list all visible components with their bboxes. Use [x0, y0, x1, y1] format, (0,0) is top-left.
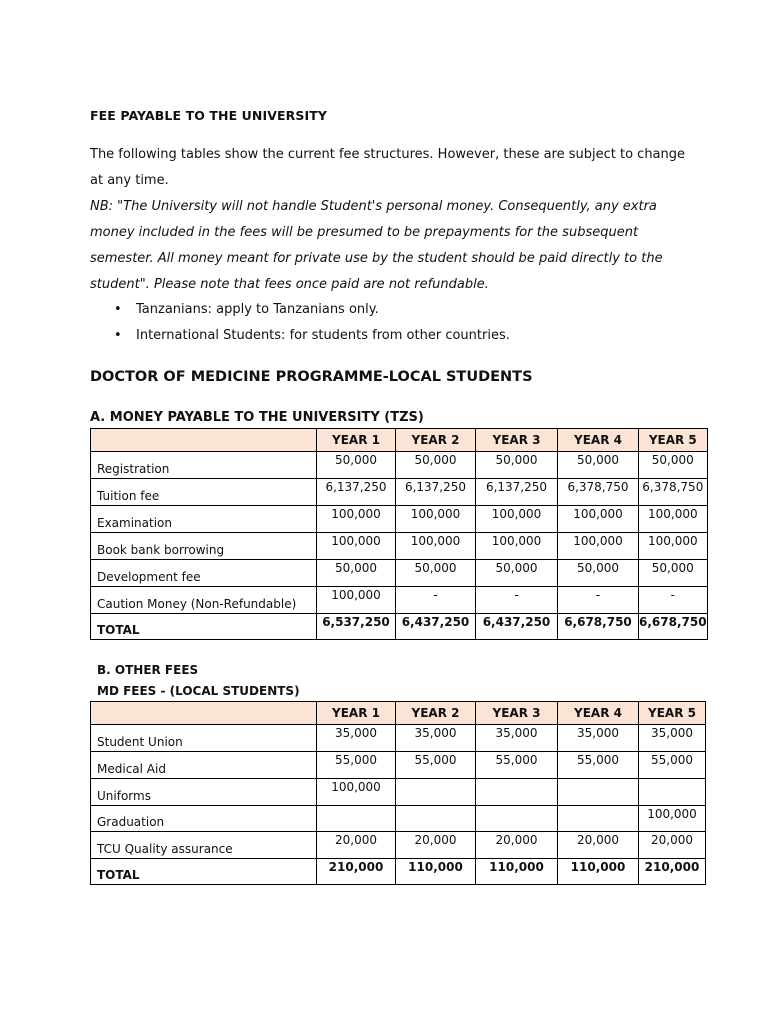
header-cell: YEAR 5 — [639, 429, 708, 452]
header-cell: YEAR 4 — [558, 702, 639, 725]
header-cell: YEAR 3 — [476, 429, 558, 452]
total-row — [91, 859, 706, 885]
table-cell: 35,000 — [558, 725, 639, 752]
table-cell: 50,000 — [396, 560, 476, 587]
bullet-dot-icon: • — [114, 328, 122, 343]
header-cell: YEAR 5 — [639, 702, 706, 725]
table-cell: 100,000 — [317, 506, 396, 533]
table-cell: 100,000 — [476, 533, 558, 560]
bullet-dot-icon: • — [114, 302, 122, 317]
table-cell: 100,000 — [639, 506, 708, 533]
table-cell: 55,000 — [317, 752, 396, 779]
table-cell: 50,000 — [476, 560, 558, 587]
table-cell: 50,000 — [317, 560, 396, 587]
table-cell: 210,000 — [317, 859, 396, 885]
table-cell: 110,000 — [476, 859, 558, 885]
table-cell: 50,000 — [639, 452, 708, 479]
intro-paragraph: The following tables show the current fee structures. However, these are subject to change at any time. — [90, 147, 686, 188]
row-label: Development fee — [91, 560, 317, 587]
table-cell: 20,000 — [317, 832, 396, 859]
table-cell: 35,000 — [396, 725, 476, 752]
table-row — [91, 752, 706, 779]
table-cell — [396, 779, 476, 806]
table-cell — [639, 779, 706, 806]
row-label: TOTAL — [91, 859, 317, 885]
list-item: • International Students: for students from other countries. — [114, 323, 510, 349]
table-cell: 55,000 — [639, 752, 706, 779]
row-label: Registration — [91, 452, 317, 479]
header-cell: YEAR 2 — [396, 429, 476, 452]
row-label: Student Union — [91, 725, 317, 752]
table-row — [91, 479, 708, 506]
total-row — [91, 614, 708, 640]
table-cell: 100,000 — [558, 506, 639, 533]
header-blank-cell — [91, 429, 317, 452]
table-cell: 6,137,250 — [396, 479, 476, 506]
table-cell: 50,000 — [639, 560, 708, 587]
table-cell: 6,378,750 — [558, 479, 639, 506]
row-label: Medical Aid — [91, 752, 317, 779]
table-header-row — [91, 429, 708, 452]
table-cell — [558, 806, 639, 832]
table-row — [91, 560, 708, 587]
table-cell: 50,000 — [476, 452, 558, 479]
table-cell: - — [476, 587, 558, 614]
row-label: Graduation — [91, 806, 317, 832]
table-cell: 100,000 — [317, 533, 396, 560]
table-cell: 55,000 — [476, 752, 558, 779]
table-cell: 100,000 — [639, 806, 706, 832]
row-label: TCU Quality assurance — [91, 832, 317, 859]
table-cell: 20,000 — [558, 832, 639, 859]
table-cell: - — [639, 587, 708, 614]
table-cell: 55,000 — [558, 752, 639, 779]
table-cell: 100,000 — [396, 533, 476, 560]
table-header-row — [91, 702, 706, 725]
table-cell: 35,000 — [639, 725, 706, 752]
table-cell — [317, 806, 396, 832]
table-cell: 50,000 — [317, 452, 396, 479]
row-label: Examination — [91, 506, 317, 533]
list-item: • Tanzanians: apply to Tanzanians only. — [114, 297, 510, 323]
note-paragraph: NB: "The University will not handle Student's personal money. Consequently, any extra money included in the fees will be presumed to be prepayments for the subsequent semester. All money meant for private use by the student should be paid directly to the student". Please note that fees once paid are not refundable. — [90, 199, 663, 292]
bullet-list — [114, 297, 510, 349]
row-label: Book bank borrowing — [91, 533, 317, 560]
header-cell: YEAR 4 — [558, 429, 639, 452]
table-row — [91, 806, 706, 832]
table-cell: 100,000 — [639, 533, 708, 560]
table-a — [90, 428, 708, 640]
table-cell: 100,000 — [476, 506, 558, 533]
table-cell: 110,000 — [396, 859, 476, 885]
table-cell: - — [396, 587, 476, 614]
table-cell: 110,000 — [558, 859, 639, 885]
table-cell: 6,137,250 — [317, 479, 396, 506]
table-cell: 6,378,750 — [639, 479, 708, 506]
header-cell: YEAR 1 — [317, 429, 396, 452]
table-cell: 6,137,250 — [476, 479, 558, 506]
table-row — [91, 533, 708, 560]
row-label: Caution Money (Non-Refundable) — [91, 587, 317, 614]
table-cell: 50,000 — [558, 452, 639, 479]
table-b-subtitle: MD FEES - (LOCAL STUDENTS) — [97, 684, 300, 698]
row-label: Uniforms — [91, 779, 317, 806]
page-heading: FEE PAYABLE TO THE UNIVERSITY — [90, 108, 327, 123]
table-cell: 50,000 — [396, 452, 476, 479]
table-row — [91, 452, 708, 479]
table-cell — [396, 806, 476, 832]
row-label: Tuition fee — [91, 479, 317, 506]
table-cell — [558, 779, 639, 806]
table-row — [91, 779, 706, 806]
row-label: TOTAL — [91, 614, 317, 640]
table-cell: 6,678,750 — [558, 614, 639, 640]
table-cell: 35,000 — [317, 725, 396, 752]
header-cell: YEAR 1 — [317, 702, 396, 725]
table-cell: 100,000 — [317, 779, 396, 806]
table-b-title: B. OTHER FEES — [97, 663, 199, 677]
table-cell — [476, 779, 558, 806]
programme-title: DOCTOR OF MEDICINE PROGRAMME-LOCAL STUDENTS — [90, 369, 533, 385]
table-cell: 6,678,750 — [639, 614, 708, 640]
table-cell: 6,437,250 — [396, 614, 476, 640]
table-cell: 100,000 — [558, 533, 639, 560]
table-cell: 20,000 — [476, 832, 558, 859]
table-cell — [476, 806, 558, 832]
table-row — [91, 506, 708, 533]
table-cell: 20,000 — [396, 832, 476, 859]
header-blank-cell — [91, 702, 317, 725]
table-row — [91, 587, 708, 614]
table-cell: 6,537,250 — [317, 614, 396, 640]
header-cell: YEAR 2 — [396, 702, 476, 725]
table-row — [91, 832, 706, 859]
table-cell: 55,000 — [396, 752, 476, 779]
table-cell: 100,000 — [317, 587, 396, 614]
table-b — [90, 701, 706, 885]
table-cell: 50,000 — [558, 560, 639, 587]
table-cell: - — [558, 587, 639, 614]
table-cell: 20,000 — [639, 832, 706, 859]
table-cell: 100,000 — [396, 506, 476, 533]
table-a-title: A. MONEY PAYABLE TO THE UNIVERSITY (TZS) — [90, 410, 424, 425]
table-row — [91, 725, 706, 752]
header-cell: YEAR 3 — [476, 702, 558, 725]
table-cell: 35,000 — [476, 725, 558, 752]
table-cell: 6,437,250 — [476, 614, 558, 640]
table-cell: 210,000 — [639, 859, 706, 885]
